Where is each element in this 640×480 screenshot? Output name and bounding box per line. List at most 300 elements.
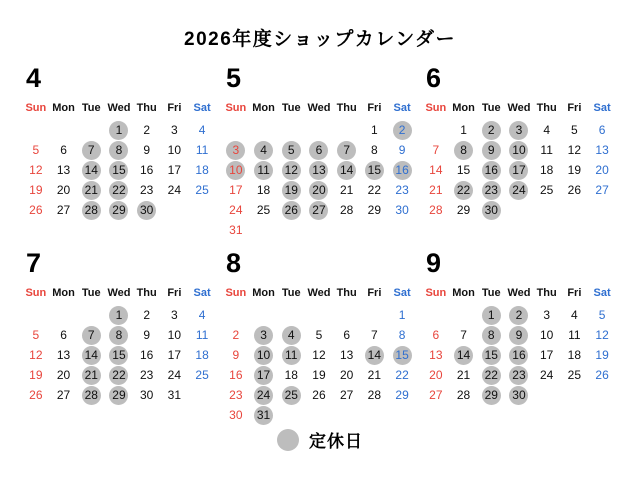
day-cell xyxy=(505,365,533,385)
day-cell xyxy=(250,160,278,180)
day-number: 20 xyxy=(595,162,609,177)
day-cell xyxy=(561,140,589,160)
day-number: 28 xyxy=(367,387,382,402)
day-number: 18 xyxy=(284,367,298,382)
day-cell xyxy=(305,325,333,345)
day-cell xyxy=(105,345,133,365)
closed-day-number: 22 xyxy=(109,366,128,385)
day-number: 27 xyxy=(56,387,71,402)
day-number: 24 xyxy=(539,367,554,382)
day-cell xyxy=(222,365,250,385)
day-cell xyxy=(22,325,50,345)
empty-day-cell xyxy=(161,200,189,220)
day-cell xyxy=(450,365,478,385)
day-cell xyxy=(22,345,50,365)
day-cell xyxy=(450,160,478,180)
weekday-header-cell: Mon xyxy=(452,287,475,299)
empty-day-cell xyxy=(333,405,361,425)
closed-day-number: 21 xyxy=(82,366,101,385)
closed-day-number: 15 xyxy=(482,346,501,365)
weekday-header-cell: Fri xyxy=(367,287,382,299)
weekday-header-row xyxy=(422,285,616,305)
day-cell xyxy=(533,305,561,325)
day-cell xyxy=(305,200,333,220)
day-number: 17 xyxy=(229,182,243,197)
day-number: 29 xyxy=(456,202,471,217)
day-cell xyxy=(588,365,616,385)
weekday-header-cell: Sat xyxy=(393,102,411,114)
week-row xyxy=(422,385,616,405)
day-cell xyxy=(161,160,189,180)
day-cell xyxy=(533,140,561,160)
day-number: 12 xyxy=(595,327,609,342)
day-number: 4 xyxy=(571,307,578,322)
day-number: 26 xyxy=(29,387,43,402)
weekday-header-cell: Thu xyxy=(336,102,357,114)
day-cell xyxy=(533,180,561,200)
day-cell xyxy=(422,160,450,180)
closed-day-number: 15 xyxy=(393,346,412,365)
weekday-header-cell: Sun xyxy=(425,287,447,299)
day-number: 16 xyxy=(229,367,243,382)
day-number: 29 xyxy=(395,387,409,402)
day-cell xyxy=(188,345,216,365)
day-cell xyxy=(133,385,161,405)
closed-day-legend-icon xyxy=(277,429,299,451)
week-row xyxy=(22,140,216,160)
day-cell xyxy=(77,200,105,220)
day-cell xyxy=(388,140,416,160)
closed-day-number: 16 xyxy=(393,161,412,180)
day-number: 11 xyxy=(568,327,581,342)
day-cell xyxy=(422,140,450,160)
closed-day-number: 15 xyxy=(365,161,384,180)
day-number: 13 xyxy=(56,347,71,362)
day-cell xyxy=(188,160,216,180)
closed-day-number: 28 xyxy=(82,201,101,220)
day-number: 4 xyxy=(543,122,550,137)
day-cell xyxy=(161,120,189,140)
week-row xyxy=(222,140,416,160)
weekday-header-cell: Sat xyxy=(193,287,211,299)
day-cell xyxy=(161,365,189,385)
day-cell xyxy=(477,120,505,140)
day-number: 16 xyxy=(139,162,154,177)
weekday-header-cell: Tue xyxy=(481,287,501,299)
day-number: 31 xyxy=(167,387,182,402)
day-number: 21 xyxy=(367,367,382,382)
empty-day-cell xyxy=(250,305,278,325)
day-cell xyxy=(361,385,389,405)
day-number: 4 xyxy=(198,122,206,137)
day-number: 8 xyxy=(371,142,378,157)
day-cell xyxy=(77,140,105,160)
day-cell xyxy=(561,305,589,325)
day-cell xyxy=(161,345,189,365)
empty-day-cell xyxy=(250,220,278,240)
weekday-header-cell: Sat xyxy=(393,287,411,299)
day-number: 21 xyxy=(339,182,354,197)
day-cell xyxy=(561,365,589,385)
day-number: 13 xyxy=(595,142,609,157)
day-cell xyxy=(188,140,216,160)
day-number: 5 xyxy=(571,122,578,137)
day-number: 20 xyxy=(429,367,443,382)
month-calendar-table xyxy=(422,285,616,405)
day-cell xyxy=(161,385,189,405)
weekday-header-cell: Mon xyxy=(252,287,275,299)
closed-day-number: 17 xyxy=(254,366,273,385)
day-number: 23 xyxy=(229,387,243,402)
day-number: 4 xyxy=(198,307,206,322)
closed-day-number: 15 xyxy=(109,346,128,365)
day-cell xyxy=(477,345,505,365)
closed-day-number: 14 xyxy=(337,161,356,180)
closed-day-number: 9 xyxy=(509,326,528,345)
day-number: 6 xyxy=(60,327,67,342)
day-cell xyxy=(422,385,450,405)
week-row xyxy=(222,325,416,345)
day-cell xyxy=(222,140,250,160)
month-block xyxy=(22,65,218,240)
day-number: 12 xyxy=(567,142,582,157)
day-cell xyxy=(388,120,416,140)
day-cell xyxy=(277,345,305,365)
day-cell xyxy=(188,325,216,345)
day-cell xyxy=(133,120,161,140)
day-cell xyxy=(105,385,133,405)
day-cell xyxy=(77,345,105,365)
closed-day-number: 31 xyxy=(254,406,273,425)
week-row xyxy=(222,345,416,365)
closed-day-number: 26 xyxy=(282,201,301,220)
day-number: 18 xyxy=(539,162,554,177)
day-cell xyxy=(277,385,305,405)
day-number: 19 xyxy=(312,367,326,382)
closed-day-number: 9 xyxy=(482,141,501,160)
day-cell xyxy=(450,180,478,200)
day-cell xyxy=(561,120,589,140)
day-cell xyxy=(505,345,533,365)
month-block xyxy=(422,250,618,425)
empty-day-cell xyxy=(305,405,333,425)
day-cell xyxy=(305,385,333,405)
day-cell xyxy=(50,140,78,160)
day-cell xyxy=(505,305,533,325)
page-title: 2026年度ショップカレンダー xyxy=(184,29,456,50)
day-cell xyxy=(250,345,278,365)
closed-day-number: 10 xyxy=(254,346,273,365)
day-number: 28 xyxy=(429,202,443,217)
day-number: 18 xyxy=(256,182,271,197)
day-cell xyxy=(250,200,278,220)
empty-day-cell xyxy=(305,220,333,240)
day-cell xyxy=(477,180,505,200)
day-number: 3 xyxy=(543,307,550,322)
day-number: 25 xyxy=(567,367,582,382)
day-number: 12 xyxy=(312,347,326,362)
empty-day-cell xyxy=(422,120,450,140)
day-number: 11 xyxy=(540,142,553,157)
day-cell xyxy=(505,385,533,405)
day-number: 13 xyxy=(56,162,71,177)
closed-day-number: 25 xyxy=(282,386,301,405)
empty-day-cell xyxy=(561,200,589,220)
day-number: 24 xyxy=(167,367,182,382)
empty-day-cell xyxy=(77,120,105,140)
day-cell xyxy=(333,325,361,345)
month-block xyxy=(22,250,218,425)
day-cell xyxy=(533,345,561,365)
day-number: 28 xyxy=(339,202,354,217)
day-cell xyxy=(450,325,478,345)
month-calendar-table xyxy=(222,285,416,425)
week-row xyxy=(22,180,216,200)
day-cell xyxy=(105,120,133,140)
day-cell xyxy=(477,160,505,180)
day-cell xyxy=(133,325,161,345)
day-number: 25 xyxy=(195,367,209,382)
week-row xyxy=(422,160,616,180)
empty-day-cell xyxy=(277,405,305,425)
day-cell xyxy=(22,160,50,180)
day-cell xyxy=(188,365,216,385)
day-cell xyxy=(561,345,589,365)
month-number: 8 xyxy=(226,248,242,278)
day-cell xyxy=(361,120,389,140)
closed-day-number: 2 xyxy=(509,306,528,325)
weekday-header-cell: Sun xyxy=(225,287,247,299)
day-number: 5 xyxy=(598,307,606,322)
day-cell xyxy=(222,220,250,240)
empty-day-cell xyxy=(250,120,278,140)
day-cell xyxy=(422,200,450,220)
empty-day-cell xyxy=(305,120,333,140)
day-cell xyxy=(77,385,105,405)
empty-day-cell xyxy=(22,120,50,140)
day-cell xyxy=(361,325,389,345)
day-number: 25 xyxy=(539,182,554,197)
closed-day-number: 7 xyxy=(82,141,101,160)
day-cell xyxy=(133,345,161,365)
day-cell xyxy=(50,345,78,365)
day-cell xyxy=(533,120,561,140)
day-number: 21 xyxy=(456,367,471,382)
month-calendar-table xyxy=(222,100,416,240)
day-number: 17 xyxy=(539,347,554,362)
month-block xyxy=(222,250,418,425)
day-number: 11 xyxy=(195,327,209,342)
weekday-header-cell: Wed xyxy=(507,102,531,114)
day-number: 19 xyxy=(567,162,582,177)
day-cell xyxy=(222,160,250,180)
day-cell xyxy=(105,305,133,325)
day-cell xyxy=(133,180,161,200)
weekday-header-cell: Thu xyxy=(536,102,557,114)
day-number: 10 xyxy=(167,142,182,157)
month-block xyxy=(422,65,618,240)
closed-day-number: 16 xyxy=(482,161,501,180)
day-number: 9 xyxy=(232,347,240,362)
day-cell xyxy=(361,160,389,180)
day-number: 30 xyxy=(139,387,154,402)
day-number: 23 xyxy=(139,367,154,382)
weekday-header-cell: Mon xyxy=(52,287,75,299)
day-number: 17 xyxy=(167,162,182,177)
day-number: 26 xyxy=(312,387,326,402)
weekday-header-cell: Wed xyxy=(307,287,331,299)
week-row xyxy=(22,365,216,385)
closed-day-number: 29 xyxy=(109,201,128,220)
day-cell xyxy=(133,200,161,220)
week-row xyxy=(22,200,216,220)
day-cell xyxy=(533,325,561,345)
weekday-header-cell: Thu xyxy=(136,287,157,299)
day-cell xyxy=(588,160,616,180)
day-cell xyxy=(450,140,478,160)
closed-day-number: 3 xyxy=(509,121,528,140)
day-cell xyxy=(422,345,450,365)
day-number: 3 xyxy=(171,307,178,322)
weekday-header-cell: Mon xyxy=(452,102,475,114)
day-cell xyxy=(50,385,78,405)
weekday-header-cell: Sat xyxy=(593,102,611,114)
day-number: 10 xyxy=(167,327,182,342)
closed-day-number: 17 xyxy=(509,161,528,180)
day-number: 6 xyxy=(432,327,440,342)
day-number: 11 xyxy=(195,142,209,157)
month-calendar-table xyxy=(22,285,216,405)
closed-day-number: 11 xyxy=(254,161,273,180)
month-number: 5 xyxy=(226,63,242,93)
day-cell xyxy=(161,305,189,325)
closed-day-number: 14 xyxy=(82,346,101,365)
day-cell xyxy=(50,180,78,200)
closed-day-number: 1 xyxy=(109,121,128,140)
day-cell xyxy=(277,180,305,200)
closed-day-number: 10 xyxy=(509,141,528,160)
day-number: 26 xyxy=(567,182,582,197)
day-cell xyxy=(588,345,616,365)
day-number: 1 xyxy=(371,122,378,137)
closed-day-number: 14 xyxy=(365,346,384,365)
empty-day-cell xyxy=(533,385,561,405)
closed-day-number: 27 xyxy=(309,201,328,220)
week-row xyxy=(222,385,416,405)
weekday-header-cell: Thu xyxy=(136,102,157,114)
day-cell xyxy=(277,365,305,385)
day-number: 20 xyxy=(56,182,71,197)
day-cell xyxy=(50,325,78,345)
day-cell xyxy=(22,365,50,385)
day-number: 19 xyxy=(29,182,43,197)
empty-day-cell xyxy=(222,305,250,325)
day-cell xyxy=(133,160,161,180)
day-number: 12 xyxy=(29,347,43,362)
day-cell xyxy=(388,305,416,325)
day-cell xyxy=(533,160,561,180)
day-cell xyxy=(277,325,305,345)
closed-day-number: 8 xyxy=(482,326,501,345)
day-number: 26 xyxy=(29,202,43,217)
day-cell xyxy=(250,385,278,405)
day-cell xyxy=(450,345,478,365)
day-number: 27 xyxy=(56,202,71,217)
day-cell xyxy=(105,325,133,345)
week-row xyxy=(422,365,616,385)
day-cell xyxy=(222,325,250,345)
day-cell xyxy=(422,325,450,345)
day-cell xyxy=(388,160,416,180)
closed-day-number: 8 xyxy=(454,141,473,160)
closed-day-number: 20 xyxy=(309,181,328,200)
weekday-header-cell: Tue xyxy=(281,287,301,299)
day-cell xyxy=(22,180,50,200)
empty-day-cell xyxy=(188,200,216,220)
weekday-header-cell: Tue xyxy=(481,102,501,114)
day-number: 30 xyxy=(229,407,243,422)
day-cell xyxy=(22,200,50,220)
day-cell xyxy=(333,385,361,405)
day-number: 9 xyxy=(143,142,150,157)
closed-day-number: 3 xyxy=(226,141,245,160)
day-number: 2 xyxy=(143,122,150,137)
weekday-header-cell: Fri xyxy=(567,287,582,299)
day-cell xyxy=(333,200,361,220)
weekday-header-cell: Sat xyxy=(193,102,211,114)
empty-day-cell xyxy=(50,120,78,140)
closed-day-number: 23 xyxy=(509,366,528,385)
week-row xyxy=(422,325,616,345)
day-number: 22 xyxy=(367,182,382,197)
weekday-header-row xyxy=(422,100,616,120)
day-cell xyxy=(333,365,361,385)
closed-day-number: 2 xyxy=(482,121,501,140)
day-number: 5 xyxy=(32,327,40,342)
day-cell xyxy=(305,365,333,385)
day-cell xyxy=(105,200,133,220)
day-cell xyxy=(361,180,389,200)
month-block xyxy=(222,65,418,240)
day-cell xyxy=(22,385,50,405)
day-cell xyxy=(477,200,505,220)
week-row xyxy=(422,305,616,325)
day-cell xyxy=(333,160,361,180)
week-row xyxy=(422,120,616,140)
month-calendar-table xyxy=(22,100,216,220)
day-cell xyxy=(250,325,278,345)
day-cell xyxy=(222,180,250,200)
month-number: 7 xyxy=(26,248,42,278)
day-cell xyxy=(305,140,333,160)
week-row xyxy=(22,160,216,180)
day-cell xyxy=(77,180,105,200)
day-number: 25 xyxy=(256,202,271,217)
day-number: 12 xyxy=(29,162,43,177)
day-number: 18 xyxy=(195,162,209,177)
day-cell xyxy=(388,365,416,385)
week-row xyxy=(422,345,616,365)
empty-day-cell xyxy=(277,305,305,325)
day-cell xyxy=(388,345,416,365)
day-cell xyxy=(105,180,133,200)
day-number: 30 xyxy=(395,202,409,217)
closed-day-number: 30 xyxy=(509,386,528,405)
day-cell xyxy=(333,140,361,160)
day-number: 19 xyxy=(29,367,43,382)
week-row xyxy=(22,305,216,325)
closed-day-number: 3 xyxy=(254,326,273,345)
